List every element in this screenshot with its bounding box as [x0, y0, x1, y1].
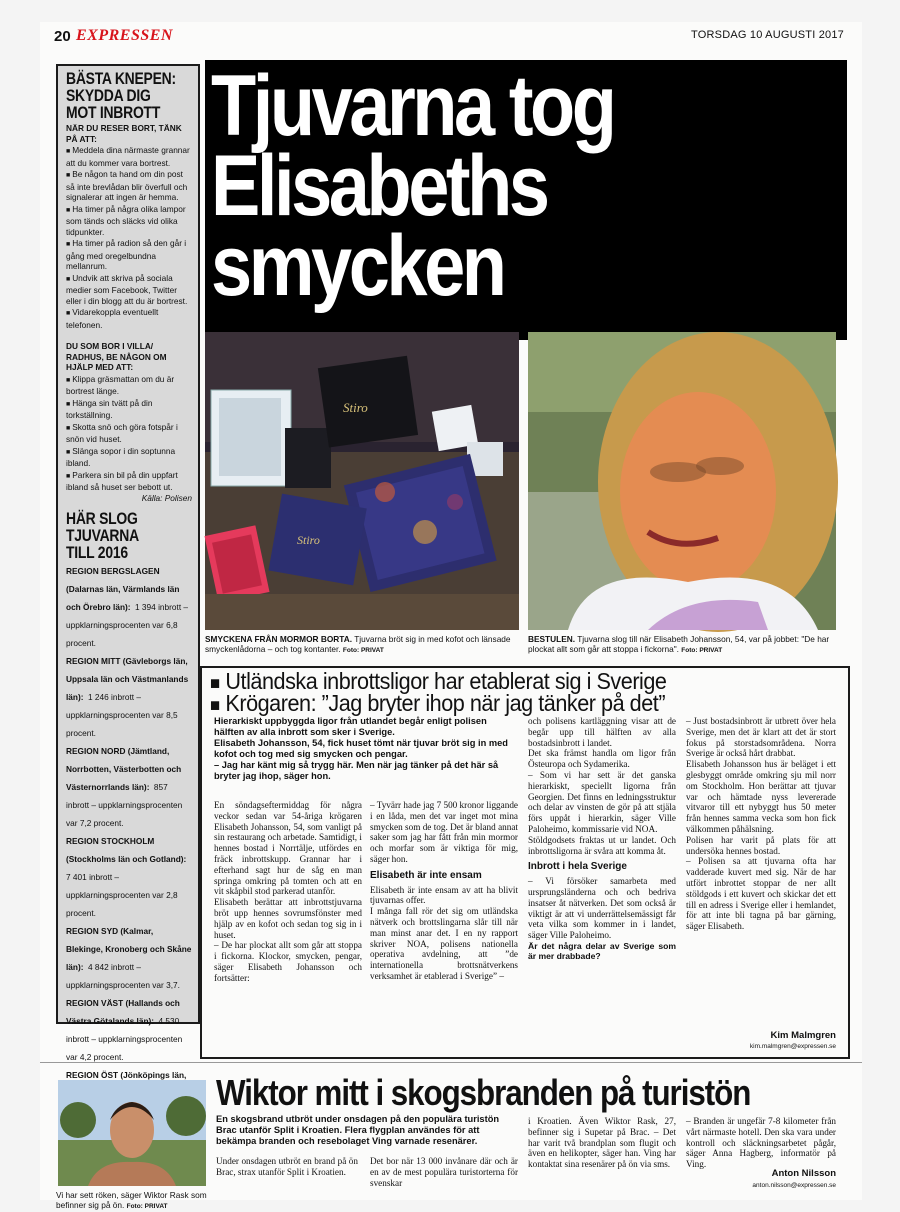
bottom-byline: Anton Nilsson — [771, 1168, 836, 1179]
sidebar-title-line: TILL 2016 — [66, 542, 128, 562]
tip-item: ■ Undvik att skriva på sociala medier som Facebook, Twitter eller i din blogg att du är bortrest. — [66, 272, 188, 306]
tip-item: ■ Slänga sopor i din soptunna ibland. — [66, 445, 176, 468]
region-entry: REGION VÄST (Hallands och Västra Götalands län): 4 530 inbrott – uppklarningsprocenten var 4,2 procent. — [66, 997, 183, 1062]
tip-item: ■ Vidarekoppla eventuellt telefonen. — [66, 307, 159, 330]
jewelry-photo — [205, 332, 519, 630]
bottom-headline: Wiktor mitt i skogsbranden på turistön — [216, 1072, 751, 1113]
article-column: – Tyvärr hade jag 7 500 kronor liggande i en låda, men det var inget mot mina smycken som de tog. Det är bland annat saker som jag har fått från min mormor och morfar som är viktiga för mig, säger hon. Elisabeth är inte ensam Elisabeth är inte ensam av att ha blivit tjuvarnas offer. I många fall rör det sig om utländska nätverk och brottslingarna slår till när man minst anar det. I en ny rapport skriver NOA, polisens nationella operativa avdelning, att ”de internationella brottsnätverkens verksamhet är etablerad i Sverige” – — [370, 800, 518, 981]
main-headline: Tjuvarna tog Elisabeths smycken — [211, 58, 614, 314]
tip-item: ■ Parkera sin bil på din uppfart ibland så huset ser bebott ut. — [66, 469, 178, 492]
article-kicker: ■ Utländska inbrottsligor har etablerat sig i Sverige — [210, 668, 667, 694]
article-email: kim.malmgren@expressen.se — [749, 1043, 836, 1050]
article-kicker: ■ Krögaren: ”Jag bryter ihop när jag tänker på det” — [210, 690, 666, 716]
issue-date: TORSDAG 10 AUGUSTI 2017 — [691, 29, 844, 41]
article-byline: Kim Malmgren — [770, 1030, 836, 1041]
article-subheading: Elisabeth är inte ensam — [370, 869, 482, 881]
tip-item: ■ Be någon ta hand om din post så inte brevlådan blir överfull och signalerar att ingen är hemma. — [66, 169, 188, 202]
sidebar-section-heading: DU SOM BOR I VILLA/ RADHUS, BE NÅGON OM HJÄLP MED ATT: — [66, 341, 167, 372]
tip-item: ■ Ha timer på radion så den går i gång med oregelbundna mellanrum. — [66, 238, 187, 271]
bottom-column: i Kroatien. Även Wiktor Rask, 27, befinner sig i Supetar på Brac. – Det har varit två brandplan som flugit och även en helikopter, säger han. Ving har kontaktat sina resenärer på ön via sms. — [528, 1116, 676, 1170]
tip-item: ■ Meddela dina närmaste grannar att du kommer vara bortrest. — [66, 145, 190, 168]
bottom-lead: En skogsbrand utbröt under onsdagen på den populära turistön Brac utanför Split i Kroatien. Flera flygplan användes för att bekämpa branden och resebolaget Ving varnade resenärer. — [216, 1114, 500, 1146]
article-column: En söndagseftermiddag för några veckor sedan var 54-åriga krögaren Elisabeth Johansson, 54, som vanligt på sin restaurang och arbetade. Samtidigt, i hennes bostad i Norrtälje, utfördes en fräck inbrottskupp. Grannar har i efterhand sagt hur de såg en man springa omkring på tomten och att en vit skåpbil stod parkerad utanför. Elisabeth berättar att inbrottstjuvarna bröt upp hennes sovrumsfönster med hjälp av en kofot och sedan tog sig in i huset. – De har plockat allt som går att stoppa i fickorna. Klockor, smycken, pengar, säger Elisabeth Johansson och fortsätter: — [214, 800, 362, 983]
fact-box-sidebar — [56, 64, 200, 1080]
newspaper-page — [40, 22, 862, 1210]
tip-item: ■ Hänga sin tvätt på din torkställning. — [66, 397, 153, 420]
photo-caption-right: BESTULEN. Tjuvarna slog till när Elisabeth Johansson, 54, var på jobbet: "De har plockat allt som går att stoppa i fickorna". Foto: PRIVAT — [528, 634, 830, 654]
brand-logo: EXPRESSEN — [76, 27, 173, 44]
sidebar-title-line: SKYDDA DIG — [66, 86, 151, 105]
article-column: – Just bostadsinbrott är utbrett över hela Sverige, men det är klart att det är stort fokus på storstadsområdena. Norra Sverige är också hårt drabbat. Elisabeth Johansson hus är beläget i ett glesbyggt område omkring sju mil norr om Stockholm. Hon berättar att tjuvar var och hämtade nyss levererade vitvaror till ett nybyggt hus 50 meter från hennes samma vecka som hon fick välkommen påhälsning. Polisen har varit på plats för att undersöka hennes bostad. – Polisen sa att tjuvarna ofta har vadderade kuvert med sig. När de har utfört inbrottet stoppar de ner allt stöldgods i ett kuvert och skickar det ett till en adress i Sverige eller i hemlandet, för att inte bli tagna på bar gärning, säger Elisabeth. — [686, 716, 836, 932]
pouch-label: Stiro — [297, 533, 320, 547]
section-divider — [40, 1062, 862, 1063]
region-entry: REGION SYD (Kalmar, Blekinge, Kronoberg och Skåne län): 4 842 inbrott – uppklarningsprocenten var 3,7. — [66, 925, 192, 990]
pouch-label: Stiro — [343, 400, 368, 415]
region-entry: REGION BERGSLAGEN (Dalarnas län, Värmlands län och Örebro län): 1 394 inbrott – uppklarningsprocenten var 6,8 procent. — [66, 565, 189, 648]
tip-item: ■ Klippa gräsmattan om du är bortrest länge. — [66, 373, 175, 396]
page-number: 20 — [54, 28, 71, 45]
article-subheading: Inbrott i hela Sverige — [528, 861, 627, 873]
sidebar-title-line: BÄSTA KNEPEN: — [66, 69, 176, 88]
sidebar-title-line: HÄR SLOG — [66, 508, 138, 528]
bottom-email: anton.nilsson@expressen.se — [752, 1182, 836, 1189]
photo-caption-left: SMYCKENA FRÅN MORMOR BORTA. Tjuvarna bröt sig in med kofot och länsade smyckenlådorna – och tog kontanter. Foto: PRIVAT — [205, 634, 511, 654]
bottom-photo-caption: Vi har sett röken, säger Wiktor Rask som befinner sig på ön. Foto: PRIVAT — [56, 1190, 207, 1210]
bottom-column: Under onsdagen utbröt en brand på ön Brac, strax utanför Split i Kroatien. — [216, 1156, 358, 1177]
region-entry: REGION MITT (Gävleborgs län, Uppsala län och Västmanlands län): 1 246 inbrott – uppklarningsprocenten var 8,5 procent. — [66, 655, 189, 738]
bottom-column: – Branden är ungefär 7-8 kilometer från vårt närmaste hotell. Den ska vara under kontroll och släckningsarbetet pågår, säger Anna Hagberg, informatör på Ving. — [686, 1116, 836, 1170]
article-lead: Hierarkiskt uppbyggda ligor från utlandet begår enligt polisen hälften av alla inbrott som sker i Sverige. Elisabeth Johansson, 54, fick huset tömt när tjuvar bröt sig in med kofot och tog med sig smycken och pengar. – Jag har känt mig så trygg här. Men när jag tänker på det här så bryter jag ihop, säger hon. — [214, 716, 508, 781]
sidebar-section-heading: NÄR DU RESER BORT, TÄNK PÅ ATT: — [66, 123, 182, 144]
article-column: och polisens kartläggning visar att de begår upp till hälften av alla bostadsinbrott i landet. Det ska främst handla om ligor från Östeuropa och Sydamerika. – Som vi har sett är det ganska hierarkiskt, speciellt ligorna från Georgien. Det finns en ledningsstruktur och delar av vinsten de gör på att stjäla förs uppåt i hierarkin, säger Ville Paloheimo, kommissarie vid NOA. Stöldgodsets fraktas ut ur landet. Och inbrottsligorna är svåra att komma åt. Inbrott i hela Sverige – Vi försöker samarbeta med ursprungsländerna och och bedriva insatser åt nätverken. Det som också är viktigt är att vi underrättelsemässigt får veta vilka som kommer in i landet, säger Ville Paloheimo. Är det några delar av Sverige som är mer drabbade? — [528, 716, 676, 961]
tip-item: ■ Ha timer på några olika lampor som tänds och släcks vid olika tidpunkter. — [66, 203, 186, 237]
source-note: Källa: Polisen — [141, 492, 192, 503]
region-entry: REGION STOCKHOLM (Stockholms län och Gotland): 7 401 inbrott – uppklarningsprocenten var 2,8 procent. — [66, 835, 187, 918]
tip-item: ■ Skotta snö och göra fotspår i snön vid huset. — [66, 421, 178, 444]
interview-question: Är det några delar av Sverige som är mer drabbade? — [528, 940, 676, 961]
headline-banner — [205, 60, 847, 340]
page-header — [54, 28, 844, 48]
region-entry: REGION NORD (Jämtland, Norrbotten, Västerbotten och Västernorrlands län): 857 inbrott – uppklarningsprocenten var 7,2 procent. — [66, 745, 183, 828]
portrait-photo — [528, 332, 836, 630]
bottom-column: Det bor när 13 000 invånare där och är en av de mest populära turistorterna för svenskar — [370, 1156, 518, 1188]
region-entry: REGION ÖST (Jönköpings län, — [66, 1069, 187, 1080]
wiktor-photo — [58, 1080, 206, 1186]
sidebar-title-line: TJUVARNA — [66, 525, 139, 545]
sidebar-title-line: MOT INBROTT — [66, 103, 161, 122]
